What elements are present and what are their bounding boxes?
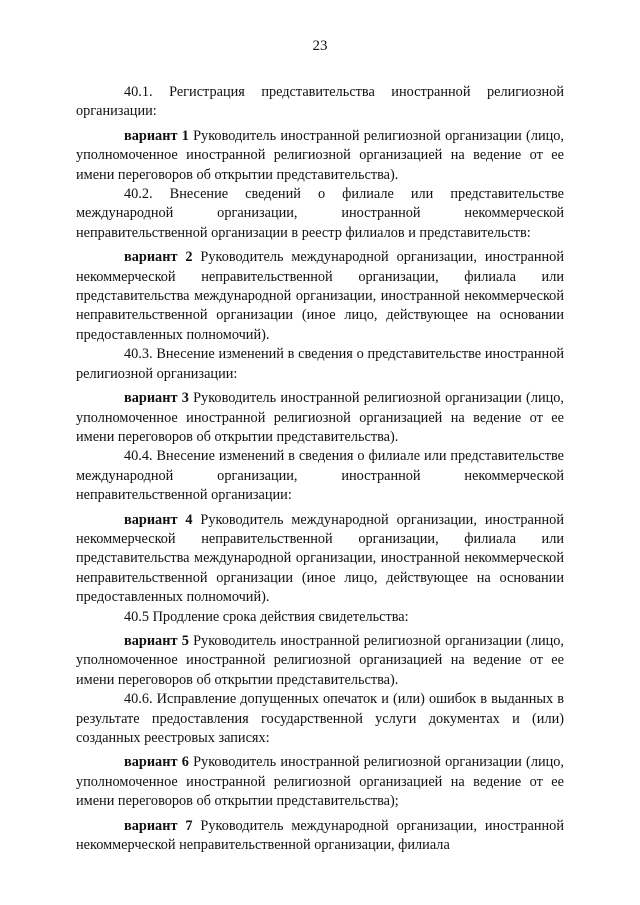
variant-5 (76, 632, 564, 690)
variant-6 (76, 753, 564, 811)
section-40-6 (76, 690, 564, 748)
variant-label: вариант 7 (124, 817, 193, 834)
paragraph-text: Руководитель международной организации, иностранной некоммерческой неправительственной организации, филиала или представительства международной организации, иностранной некоммерческой неправительственной организации (иное лицо, действующее на основании предоставленных полномочий). (76, 249, 564, 343)
variant-label: вариант 1 (124, 127, 189, 144)
section-40-2 (76, 185, 564, 243)
section-40-3 (76, 345, 564, 384)
paragraph-text: Руководитель иностранной религиозной организации (лицо, уполномоченное иностранной религиозной организацией на ведение от ее имени переговоров об открытии представительства). (76, 390, 564, 445)
variant-2 (76, 248, 564, 345)
variant-4 (76, 511, 564, 608)
section-40-5 (76, 608, 564, 627)
paragraph-text: Руководитель иностранной религиозной организации (лицо, уполномоченное иностранной религиозной организацией на ведение от ее имени переговоров об открытии представительства); (76, 754, 564, 810)
paragraph-text: Руководитель иностранной религиозной организации (лицо, уполномоченное иностранной религиозной организацией на ведение от ее имени переговоров об открытии представительства). (76, 632, 564, 688)
paragraph-text: Руководитель международной организации, иностранной некоммерческой неправительственной организации, филиала (76, 817, 564, 854)
paragraph-text: 40.6. Исправление допущенных опечаток и (или) ошибок в выданных в результате предоставления государственной услуги документах и (или) созданных реестровых записях: (76, 691, 564, 746)
paragraph-text: 40.3. Внесение изменений в сведения о представительстве иностранной религиозной организации: (76, 346, 564, 382)
paragraph-text: 40.5 Продление срока действия свидетельства: (124, 608, 409, 625)
paragraph-text: 40.4. Внесение изменений в сведения о филиале или представительстве международной организации, иностранной некоммерческой неправительственной организации: (76, 448, 564, 504)
variant-label: вариант 4 (124, 511, 193, 528)
section-40-4 (76, 447, 564, 505)
variant-label: вариант 3 (124, 390, 189, 407)
variant-7 (76, 817, 564, 856)
variant-label: вариант 5 (124, 632, 189, 649)
page-number: 23 (312, 38, 328, 54)
variant-3 (76, 389, 564, 447)
paragraph-text: 40.2. Внесение сведений о филиале или представительстве международной организации, иностранной некоммерческой неправительственной организации в реестр филиалов и представительств: (76, 186, 564, 241)
variant-1 (76, 127, 564, 185)
section-40-1 (76, 83, 564, 122)
paragraph-text: 40.1. Регистрация представительства иностранной религиозной организации: (76, 84, 564, 120)
paragraph-text: Руководитель иностранной религиозной организации (лицо, уполномоченное иностранной религиозной организацией на ведение от ее имени переговоров об открытии представительства). (76, 127, 564, 183)
variant-label: вариант 2 (124, 249, 193, 266)
paragraph-text: Руководитель международной организации, иностранной некоммерческой неправительственной организации, филиала или представительства международной организации, иностранной некоммерческой неправительственной организации (иное лицо, действующее на основании предоставленных полномочий). (76, 511, 564, 606)
variant-label: вариант 6 (124, 754, 189, 771)
